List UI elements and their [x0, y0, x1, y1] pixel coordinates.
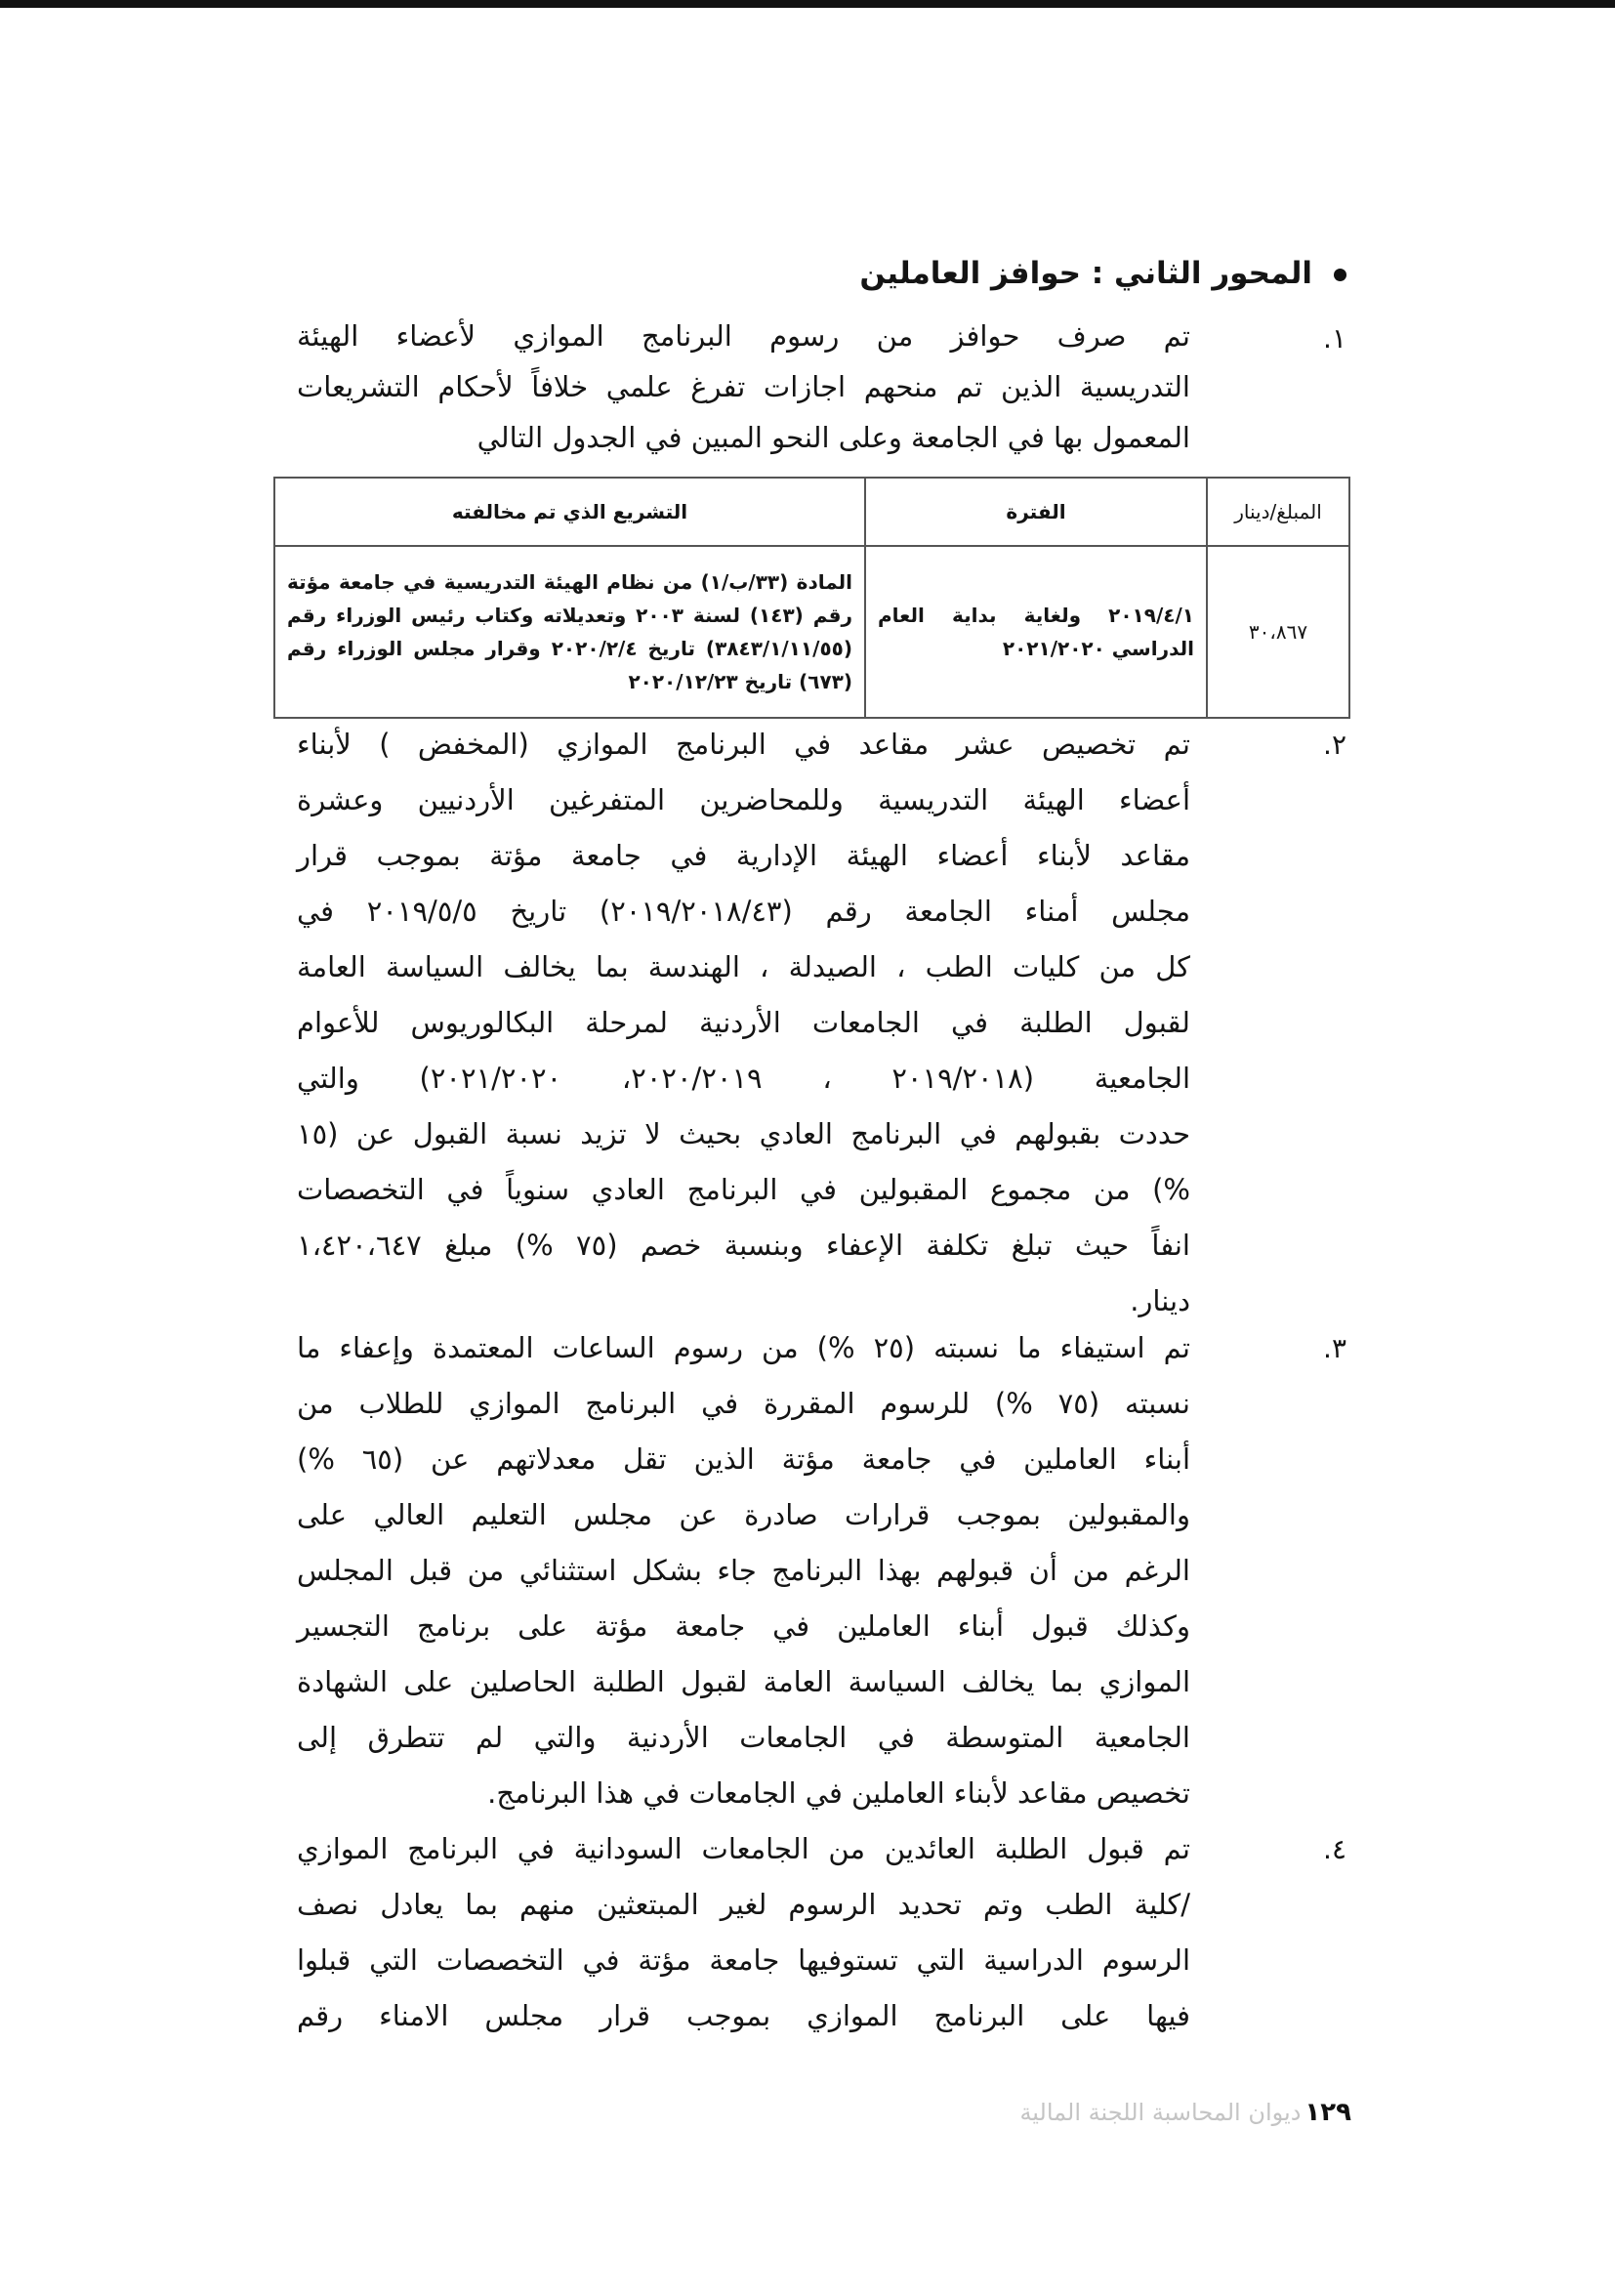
section-heading-text: المحور الثاني : حوافز العاملين	[859, 256, 1312, 291]
page-footer	[1019, 2098, 1351, 2127]
header-period: الفترة	[865, 478, 1207, 546]
item-number: ٤.	[1323, 1833, 1346, 1865]
text-line: %) من مجموع المقبولين في البرنامج العادي سنوياً في التخصصات	[297, 1173, 1190, 1206]
text-line: التدريسية الذين تم منحهم اجازات تفرغ علمي خلافاً لأحكام التشريعات	[297, 370, 1190, 403]
header-legislation: التشريع الذي تم مخالفته	[274, 478, 865, 546]
text-line: كل من كليات الطب ، الصيدلة ، الهندسة بما يخالف السياسة العامة	[297, 950, 1190, 983]
text-line: دينار.	[1130, 1284, 1190, 1317]
text-line: تخصيص مقاعد لأبناء العاملين في الجامعات في هذا البرنامج.	[487, 1776, 1190, 1810]
text-line: تم صرف حوافز من رسوم البرنامج الموازي لأعضاء الهيئة	[297, 319, 1190, 353]
text-line: تم قبول الطلبة العائدين من الجامعات السودانية في البرنامج الموازي	[297, 1832, 1190, 1865]
table-row	[274, 546, 1349, 718]
text-line: حددت بقبولهم في البرنامج العادي بحيث لا تزيد نسبة القبول عن (١٥	[297, 1117, 1190, 1150]
table-header-row	[274, 478, 1349, 546]
text-line: الجامعية (٢٠١٩/٢٠١٨ ، ٢٠٢٠/٢٠١٩، ٢٠٢١/٢٠٢٠) والتي	[297, 1062, 1191, 1095]
text-line: /كلية الطب وتم تحديد الرسوم لغير المبتعثين منهم بما يعادل نصف	[297, 1888, 1190, 1921]
text-line: أبناء العاملين في جامعة مؤتة الذين تقل معدلاتهم عن (٦٥ %)	[297, 1442, 1190, 1476]
text-line: والمقبولين بموجب قرارات صادرة عن مجلس التعليم العالي على	[297, 1498, 1190, 1531]
text-line: مجلس أمناء الجامعة رقم (٢٠١٩/٢٠١٨/٤٣) تاريخ ٢٠١٩/٥/٥ في	[297, 895, 1191, 928]
text-line: المعمول بها في الجامعة وعلى النحو المبين في الجدول التالي	[476, 421, 1190, 454]
cell-period: ٢٠١٩/٤/١ ولغاية بداية العام الدراسي ٢٠٢١/٢٠٢٠	[865, 546, 1207, 718]
text-line: وكذلك قبول أبناء العاملين في جامعة مؤتة على برنامج التجسير	[297, 1609, 1190, 1643]
text-line: الرغم من أن قبولهم بهذا البرنامج جاء بشكل استثنائي من قبل المجلس	[297, 1554, 1190, 1587]
cell-amount: ٣٠،٨٦٧	[1207, 546, 1349, 718]
item-number: ٢.	[1323, 729, 1346, 761]
text-line: أعضاء الهيئة التدريسية وللمحاضرين المتفرغين الأردنيين وعشرة	[297, 783, 1190, 816]
header-amount: المبلغ/دينار	[1207, 478, 1349, 546]
text-line: انفاً حيث تبلغ تكلفة الإعفاء وبنسبة خصم (٧٥ %) مبلغ ١،٤٢٠،٦٤٧	[297, 1229, 1190, 1262]
item-number: ١.	[1323, 322, 1346, 355]
text-line: نسبته (٧٥ %) للرسوم المقررة في البرنامج الموازي للطلاب من	[297, 1387, 1190, 1420]
footer-organization: ديوان المحاسبة اللجنة المالية	[1019, 2099, 1302, 2126]
scan-top-edge	[0, 0, 1615, 8]
text-line: تم تخصيص عشر مقاعد في البرنامج الموازي (المخفض ) لأبناء	[297, 728, 1190, 761]
section-heading	[859, 256, 1346, 291]
text-line: تم استيفاء ما نسبته (٢٥ %) من رسوم الساعات المعتمدة وإعفاء ما	[297, 1331, 1191, 1364]
text-line: لقبول الطلبة في الجامعات الأردنية لمرحلة البكالوريوس للأعوام	[297, 1006, 1190, 1039]
text-line: فيها على البرنامج الموازي بموجب قرار مجلس الامناء رقم	[297, 1999, 1190, 2032]
bullet-icon	[1334, 269, 1346, 281]
text-line: الموازي بما يخالف السياسة العامة لقبول الطلبة الحاصلين على الشهادة	[297, 1665, 1190, 1698]
text-line: الجامعية المتوسطة في الجامعات الأردنية والتي لم تتطرق إلى	[297, 1721, 1190, 1754]
violations-table	[273, 477, 1350, 719]
item-number: ٣.	[1323, 1332, 1346, 1364]
text-line: مقاعد لأبناء أعضاء الهيئة الإدارية في جامعة مؤتة بموجب قرار	[297, 839, 1190, 872]
page-number: ١٢٩	[1304, 2098, 1351, 2127]
cell-legislation: المادة (٣٣/ب/١) من نظام الهيئة التدريسية في جامعة مؤتة رقم (١٤٣) لسنة ٢٠٠٣ وتعديلاته وكتاب رئيس الوزراء رقم (٣٨٤٣/١/١١/٥٥) تاريخ ٢٠٢٠/٢/٤ وقرار مجلس الوزراء رقم (٦٧٣) تاريخ ٢٠٢٠/١٢/٢٣	[274, 546, 865, 718]
text-line: الرسوم الدراسية التي تستوفيها جامعة مؤتة في التخصصات التي قبلوا	[297, 1943, 1190, 1977]
